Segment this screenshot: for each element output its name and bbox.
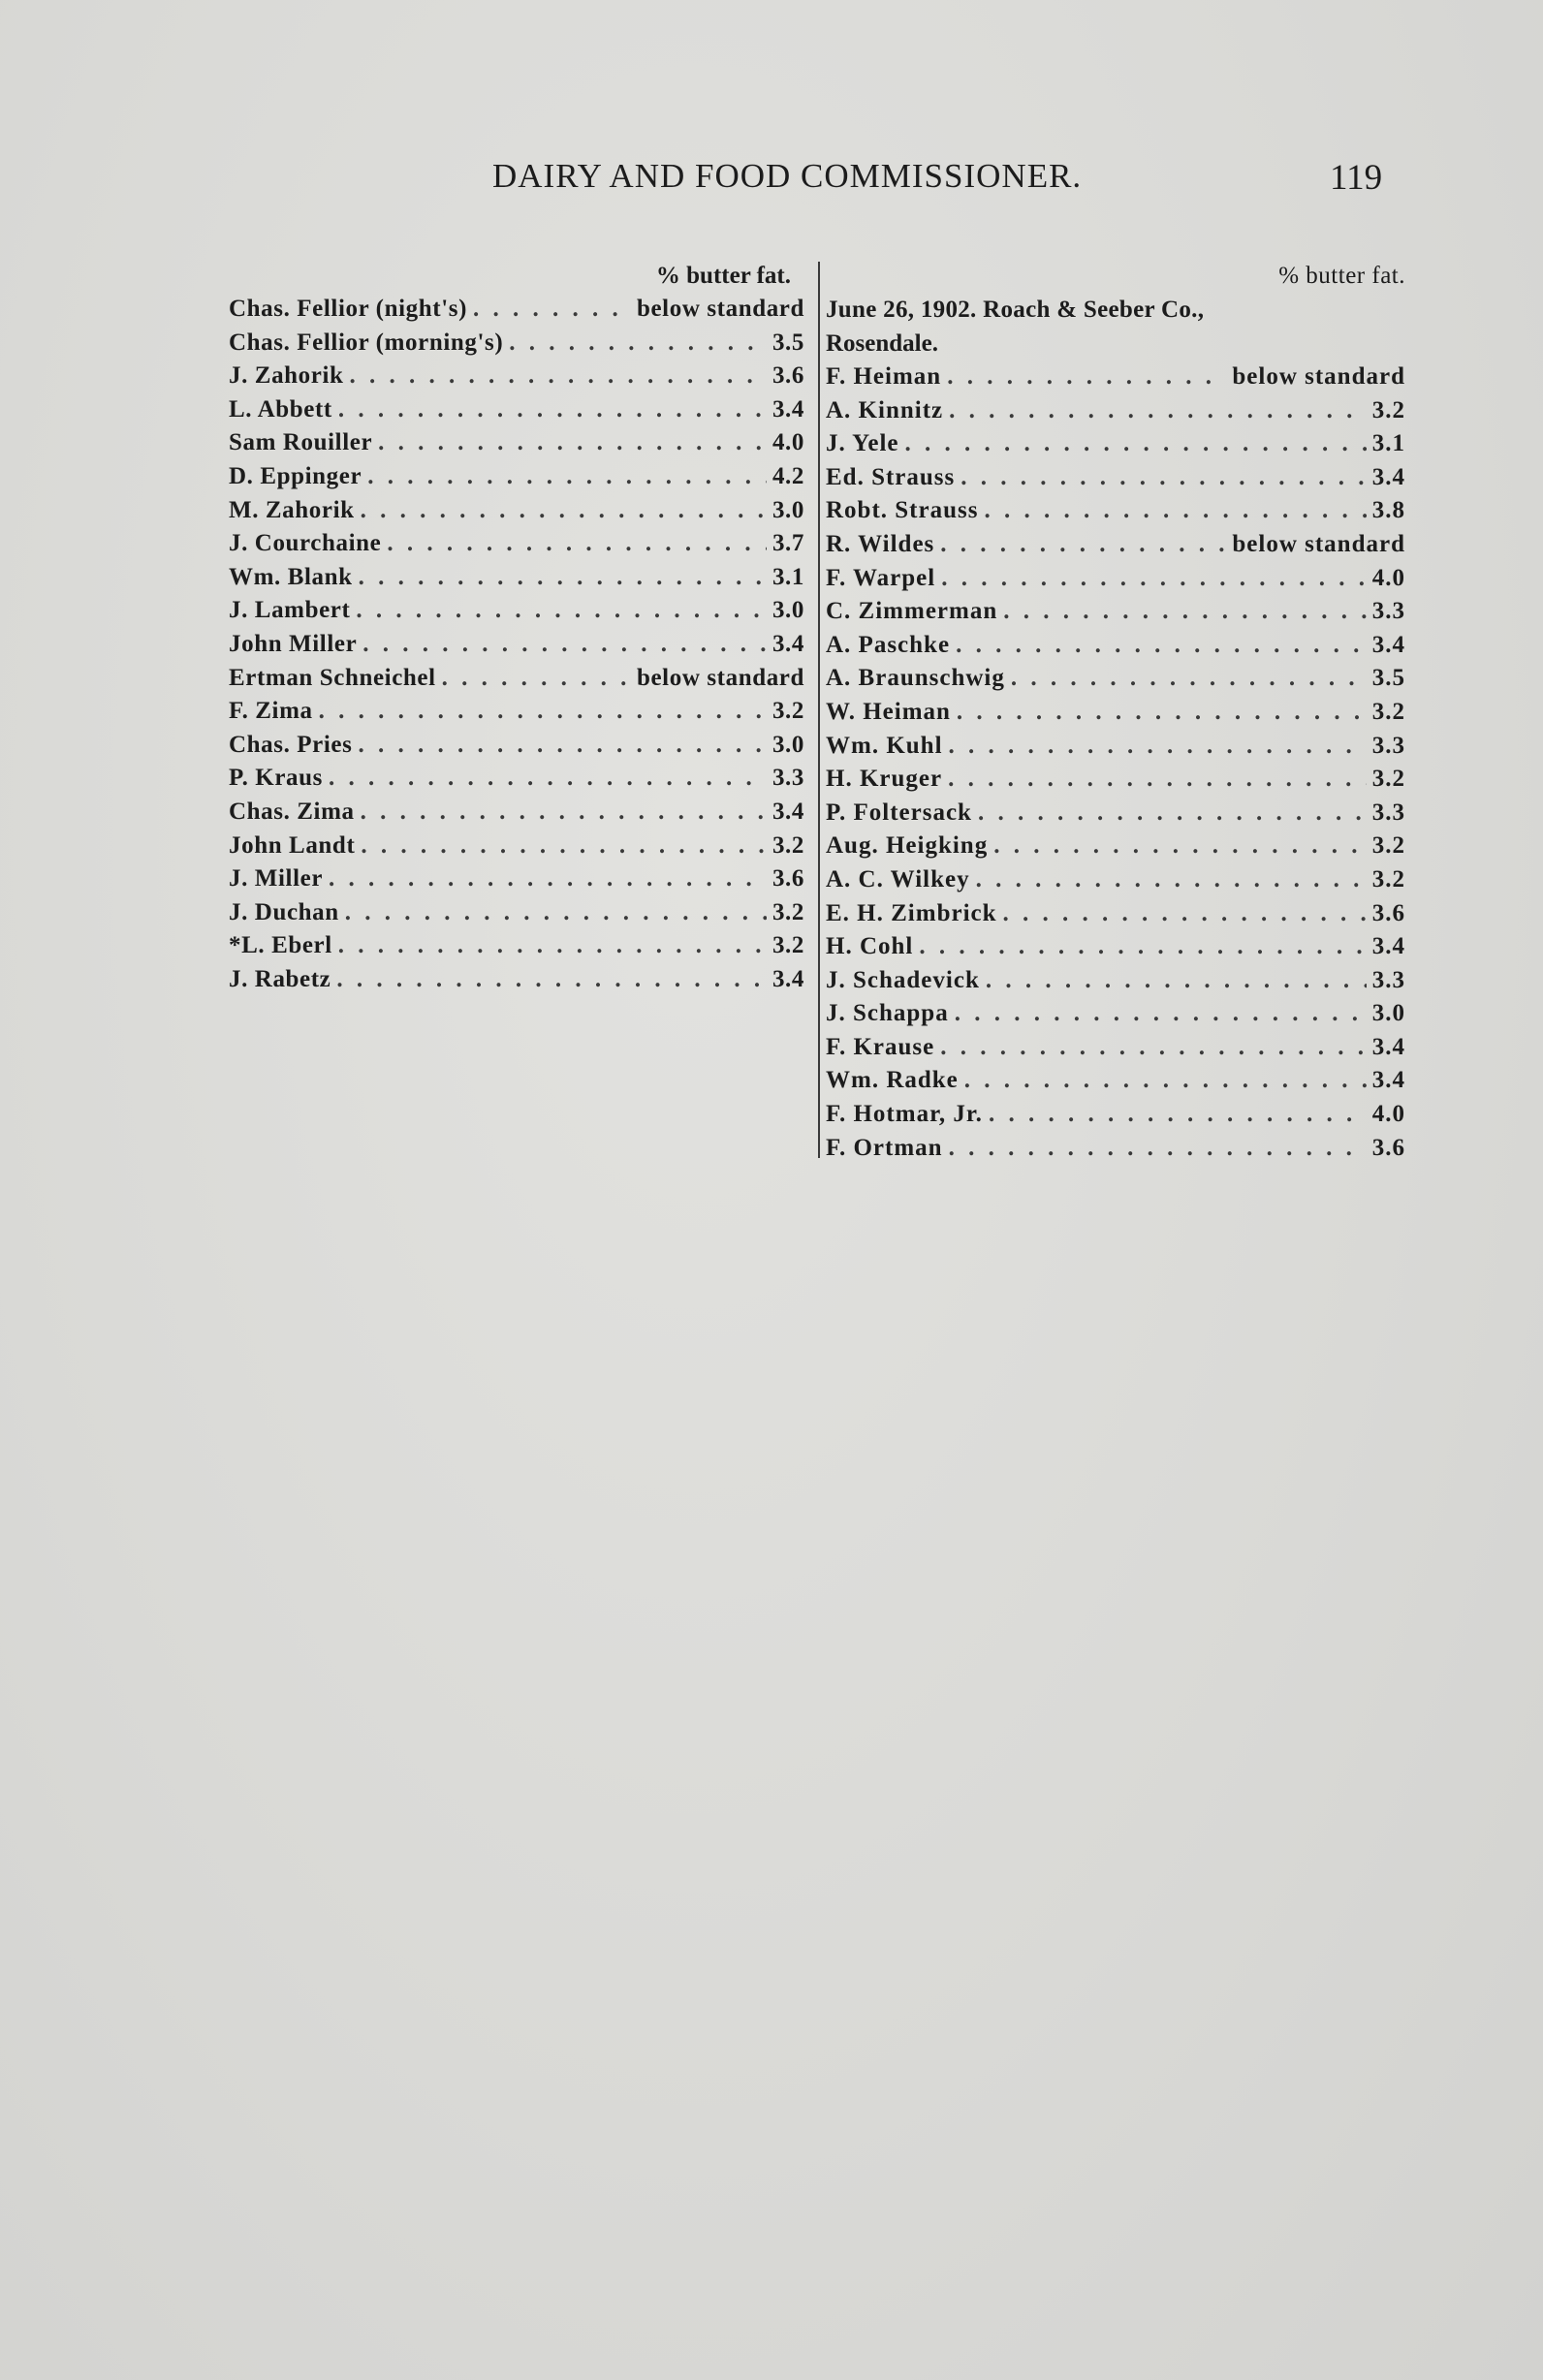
table-row <box>229 762 804 796</box>
butter-fat-value: 3.6 <box>772 865 804 892</box>
dot-leader <box>949 394 1367 428</box>
butter-fat-value: 3.6 <box>1371 899 1405 926</box>
supplier-name: Chas. Pries <box>229 731 353 758</box>
table-row <box>826 830 1405 863</box>
supplier-name: J. Schappa <box>826 1000 949 1027</box>
butter-fat-value: 3.1 <box>772 563 804 590</box>
butter-fat-value: 3.0 <box>772 496 804 523</box>
butter-fat-value: 3.2 <box>1371 698 1405 725</box>
butter-fat-value: 4.0 <box>772 429 804 456</box>
butter-fat-value: 3.4 <box>1371 631 1405 658</box>
dot-leader <box>993 830 1367 863</box>
supplier-name: J. Yele <box>826 430 899 457</box>
dot-leader <box>960 461 1366 495</box>
supplier-name: F. Warpel <box>826 564 936 591</box>
table-row <box>229 963 804 997</box>
butter-fat-value: below standard <box>636 296 804 322</box>
butter-fat-value: 3.7 <box>772 530 804 557</box>
table-row <box>826 427 1405 461</box>
table-row <box>826 696 1405 730</box>
butter-fat-value: 3.2 <box>772 831 804 859</box>
table-row <box>229 393 804 427</box>
supplier-name: F. Hotmar, Jr. <box>826 1101 983 1128</box>
butter-fat-value: 3.4 <box>772 798 804 825</box>
butter-fat-value: 3.2 <box>772 698 804 725</box>
supplier-name: Ed. Strauss <box>826 463 956 490</box>
table-row <box>826 797 1405 830</box>
supplier-name: *L. Eberl <box>229 932 332 959</box>
supplier-name: W. Heiman <box>826 698 951 725</box>
butter-fat-value: 3.4 <box>1371 1067 1405 1094</box>
butter-fat-value: 4.0 <box>1371 564 1405 591</box>
dot-leader <box>350 360 767 393</box>
butter-fat-value: 4.2 <box>772 462 804 489</box>
supplier-name: P. Foltersack <box>826 799 972 826</box>
dot-leader <box>509 327 767 360</box>
dot-leader <box>905 427 1367 461</box>
butter-fat-value: 3.3 <box>772 765 804 792</box>
table-row <box>826 997 1405 1031</box>
supplier-name: H. Kruger <box>826 766 943 793</box>
butter-fat-value: 3.4 <box>1371 933 1405 960</box>
dot-leader <box>338 393 767 427</box>
dot-leader <box>361 796 767 830</box>
table-row <box>826 763 1405 797</box>
table-row <box>826 494 1405 528</box>
supplier-name: Chas. Fellior (night's) <box>229 296 467 322</box>
butter-fat-value: 3.1 <box>1371 430 1405 457</box>
supplier-name: Wm. Blank <box>229 563 353 590</box>
table-row <box>229 929 804 963</box>
dot-leader <box>1011 662 1367 696</box>
dot-leader <box>948 763 1367 797</box>
table-row <box>229 594 804 628</box>
table-row <box>229 628 804 662</box>
dot-leader <box>949 730 1367 764</box>
table-row <box>826 1132 1405 1166</box>
butter-fat-value: 3.4 <box>1371 463 1405 490</box>
dot-leader <box>956 629 1367 663</box>
table-row <box>826 897 1405 931</box>
table-row <box>229 561 804 595</box>
table-row <box>826 1064 1405 1098</box>
table-row <box>229 662 804 696</box>
dot-leader <box>984 494 1366 528</box>
table-row <box>826 629 1405 663</box>
supplier-name: C. Zimmerman <box>826 598 998 625</box>
table-row <box>826 461 1405 495</box>
table-row <box>826 562 1405 596</box>
table-row <box>826 1098 1405 1132</box>
dot-leader <box>329 862 767 896</box>
supplier-name: J. Lambert <box>229 597 351 624</box>
supplier-name: E. H. Zimbrick <box>826 899 997 926</box>
supplier-name: Chas. Fellior (morning's) <box>229 329 504 356</box>
table-row <box>826 730 1405 764</box>
supplier-name: J. Duchan <box>229 898 339 925</box>
supplier-name: R. Wildes <box>826 530 935 557</box>
butter-fat-value: 4.0 <box>1371 1101 1405 1128</box>
table-row <box>826 528 1405 562</box>
table-row <box>229 327 804 360</box>
butter-fat-value: 3.0 <box>772 731 804 758</box>
table-row <box>229 695 804 729</box>
butter-fat-value: 3.8 <box>1371 497 1405 524</box>
right-column-rows <box>826 360 1405 1165</box>
dot-leader <box>442 662 631 696</box>
dot-leader <box>941 562 1367 596</box>
table-row <box>229 862 804 896</box>
butter-fat-value: 3.4 <box>1371 1033 1405 1060</box>
right-column-heading: % butter fat. <box>1278 263 1405 289</box>
dot-leader <box>1003 595 1367 629</box>
dot-leader <box>473 293 631 327</box>
page-number: 119 <box>1330 158 1383 198</box>
report-place-line: Rosendale. <box>826 330 938 357</box>
supplier-name: A. Kinnitz <box>826 396 944 423</box>
supplier-name: J. Schadevick <box>826 966 980 993</box>
report-date-line: June 26, 1902. Roach & Seeber Co., <box>826 297 1205 323</box>
dot-leader <box>345 896 767 930</box>
supplier-name: Chas. Zima <box>229 798 355 825</box>
dot-leader <box>964 1064 1367 1098</box>
butter-fat-value: 3.2 <box>1371 396 1405 423</box>
butter-fat-value: 3.3 <box>1371 732 1405 759</box>
supplier-name: H. Cohl <box>826 933 914 960</box>
table-row <box>826 662 1405 696</box>
dot-leader <box>358 729 767 763</box>
dot-leader <box>949 1132 1367 1166</box>
dot-leader <box>361 830 767 863</box>
dot-leader <box>329 762 767 796</box>
dot-leader <box>336 963 767 997</box>
butter-fat-value: 3.3 <box>1371 966 1405 993</box>
dot-leader <box>940 528 1226 562</box>
left-column-rows <box>229 293 804 996</box>
butter-fat-value: below standard <box>1232 530 1405 557</box>
butter-fat-value: 3.6 <box>1371 1134 1405 1161</box>
butter-fat-value: 3.4 <box>772 965 804 992</box>
table-row <box>229 460 804 494</box>
supplier-name: F. Ortman <box>826 1134 943 1161</box>
table-row <box>229 896 804 930</box>
butter-fat-value: 3.2 <box>1371 832 1405 860</box>
table-row <box>229 729 804 763</box>
dot-leader <box>378 426 767 460</box>
dot-leader <box>367 460 767 494</box>
supplier-name: Wm. Kuhl <box>826 732 943 759</box>
supplier-name: John Miller <box>229 630 358 657</box>
table-row <box>229 830 804 863</box>
butter-fat-value: 3.4 <box>772 395 804 423</box>
dot-leader <box>940 1031 1367 1065</box>
supplier-name: Wm. Radke <box>826 1067 959 1094</box>
table-row <box>229 527 804 561</box>
butter-fat-value: 3.5 <box>1371 665 1405 692</box>
butter-fat-value: 3.3 <box>1371 799 1405 826</box>
dot-leader <box>919 930 1366 964</box>
supplier-name: J. Zahorik <box>229 362 344 390</box>
table-row <box>826 360 1405 394</box>
table-row <box>826 930 1405 964</box>
butter-fat-value: below standard <box>1232 363 1405 390</box>
dot-leader <box>362 628 767 662</box>
dot-leader <box>955 997 1367 1031</box>
dot-leader <box>356 594 767 628</box>
supplier-name: Sam Rouiller <box>229 429 373 456</box>
supplier-name: Ertman Schneichel <box>229 664 436 691</box>
supplier-name: F. Heiman <box>826 363 942 390</box>
dot-leader <box>1003 897 1367 931</box>
dot-leader <box>338 929 767 963</box>
table-row <box>826 595 1405 629</box>
table-row <box>229 360 804 393</box>
butter-fat-value: 3.2 <box>772 932 804 959</box>
dot-leader <box>957 696 1367 730</box>
column-divider <box>818 262 820 1158</box>
butter-fat-value: 3.2 <box>1371 766 1405 793</box>
dot-leader <box>387 527 767 561</box>
supplier-name: A. Paschke <box>826 631 951 658</box>
supplier-name: F. Krause <box>826 1033 935 1060</box>
dot-leader <box>359 561 767 595</box>
left-column <box>229 260 804 996</box>
supplier-name: F. Zima <box>229 698 313 725</box>
supplier-name: A. C. Wilkey <box>826 865 970 892</box>
supplier-name: J. Rabetz <box>229 965 331 992</box>
butter-fat-value: below standard <box>636 664 804 691</box>
dot-leader <box>986 964 1367 998</box>
butter-fat-value: 3.3 <box>1371 598 1405 625</box>
running-head: DAIRY AND FOOD COMMISSIONER. <box>492 157 1083 195</box>
dot-leader <box>361 494 767 528</box>
table-row <box>229 494 804 528</box>
butter-fat-value: 3.0 <box>772 597 804 624</box>
supplier-name: Robt. Strauss <box>826 497 979 524</box>
supplier-name: J. Miller <box>229 865 324 892</box>
supplier-name: A. Braunschwig <box>826 665 1005 692</box>
table-row <box>229 293 804 327</box>
butter-fat-value: 3.0 <box>1371 1000 1405 1027</box>
dot-leader <box>989 1098 1367 1132</box>
supplier-name: P. Kraus <box>229 765 323 792</box>
table-row <box>229 796 804 830</box>
butter-fat-value: 3.2 <box>1371 865 1405 892</box>
supplier-name: D. Eppinger <box>229 462 362 489</box>
dot-leader <box>947 360 1226 394</box>
table-row <box>826 394 1405 428</box>
dot-leader <box>978 797 1367 830</box>
table-row <box>229 426 804 460</box>
butter-fat-value: 3.2 <box>772 898 804 925</box>
dot-leader <box>319 695 767 729</box>
butter-fat-value: 3.6 <box>772 362 804 390</box>
left-column-heading: % butter fat. <box>655 263 791 289</box>
table-row <box>826 964 1405 998</box>
butter-fat-value: 3.5 <box>772 329 804 356</box>
supplier-name: L. Abbett <box>229 395 332 423</box>
right-column <box>826 260 1405 1165</box>
supplier-name: M. Zahorik <box>229 496 355 523</box>
supplier-name: J. Courchaine <box>229 530 382 557</box>
supplier-name: Aug. Heigking <box>826 832 989 860</box>
butter-fat-value: 3.4 <box>772 630 804 657</box>
table-row <box>826 1031 1405 1065</box>
table-row <box>826 863 1405 897</box>
supplier-name: John Landt <box>229 831 356 859</box>
dot-leader <box>976 863 1367 897</box>
